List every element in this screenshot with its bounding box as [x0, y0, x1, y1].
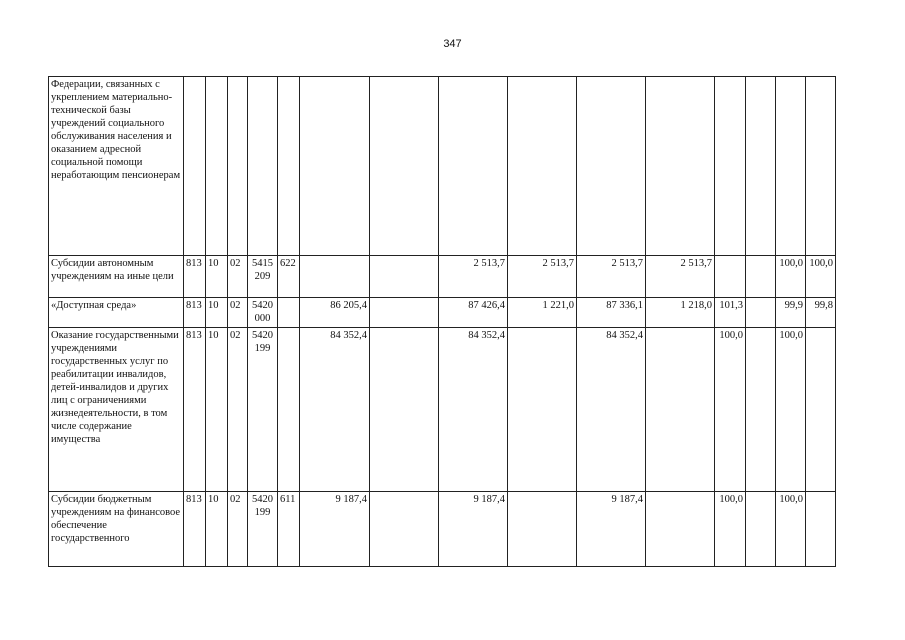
cell-value-6	[646, 77, 715, 256]
cell-value-2	[370, 77, 439, 256]
row-name: Оказание государственными учреждениями государственных услуг по реабилитации инвалидов, детей-инвалидов и других лиц с ограничениями жизнедеятельности, в том числе содержание имущества	[49, 328, 184, 492]
row-name: «Доступная среда»	[49, 298, 184, 328]
cell-value-10: 100,0	[806, 256, 836, 298]
cell-value-9	[776, 77, 806, 256]
cell-section: 10	[206, 328, 228, 492]
cell-value-1: 9 187,4	[300, 492, 370, 567]
table-row	[49, 328, 836, 492]
cell-value-4	[508, 328, 577, 492]
cell-expense-type: 622	[278, 256, 300, 298]
cell-value-5: 84 352,4	[577, 328, 646, 492]
table-row	[49, 298, 836, 328]
cell-value-2	[370, 298, 439, 328]
cell-value-8	[746, 328, 776, 492]
cell-value-10: 99,8	[806, 298, 836, 328]
cell-target-code: 5420 199	[248, 492, 278, 567]
row-name: Субсидии бюджетным учреждениям на финансовое обеспечение государственного	[49, 492, 184, 567]
cell-value-1: 86 205,4	[300, 298, 370, 328]
cell-value-2	[370, 328, 439, 492]
table-row	[49, 492, 836, 567]
cell-value-10	[806, 77, 836, 256]
cell-value-6	[646, 492, 715, 567]
cell-value-1	[300, 256, 370, 298]
cell-value-8	[746, 492, 776, 567]
cell-value-9: 100,0	[776, 328, 806, 492]
cell-target-code: 5415 209	[248, 256, 278, 298]
cell-value-8	[746, 256, 776, 298]
cell-value-9: 99,9	[776, 298, 806, 328]
cell-value-4: 2 513,7	[508, 256, 577, 298]
cell-value-4	[508, 77, 577, 256]
cell-value-3: 84 352,4	[439, 328, 508, 492]
cell-value-5: 2 513,7	[577, 256, 646, 298]
row-name: Субсидии автономным учреждениям на иные цели	[49, 256, 184, 298]
cell-value-6: 1 218,0	[646, 298, 715, 328]
cell-admin: 813	[184, 298, 206, 328]
cell-admin	[184, 77, 206, 256]
cell-value-3: 9 187,4	[439, 492, 508, 567]
cell-value-1: 84 352,4	[300, 328, 370, 492]
page-number: 347	[443, 38, 462, 50]
cell-subsection	[228, 77, 248, 256]
cell-admin: 813	[184, 256, 206, 298]
cell-value-10	[806, 328, 836, 492]
cell-section: 10	[206, 256, 228, 298]
cell-value-2	[370, 492, 439, 567]
cell-value-3: 87 426,4	[439, 298, 508, 328]
cell-value-1	[300, 77, 370, 256]
cell-value-5	[577, 77, 646, 256]
cell-expense-type	[278, 298, 300, 328]
cell-target-code: 5420 199	[248, 328, 278, 492]
cell-value-10	[806, 492, 836, 567]
cell-value-7	[715, 77, 746, 256]
cell-value-4: 1 221,0	[508, 298, 577, 328]
cell-expense-type	[278, 77, 300, 256]
cell-value-7: 100,0	[715, 492, 746, 567]
cell-value-7: 101,3	[715, 298, 746, 328]
table-row	[49, 77, 836, 256]
cell-section: 10	[206, 298, 228, 328]
cell-target-code: 5420 000	[248, 298, 278, 328]
cell-subsection: 02	[228, 256, 248, 298]
cell-value-8	[746, 298, 776, 328]
cell-value-4	[508, 492, 577, 567]
cell-value-8	[746, 77, 776, 256]
cell-target-code	[248, 77, 278, 256]
cell-section	[206, 77, 228, 256]
cell-value-2	[370, 256, 439, 298]
cell-subsection: 02	[228, 492, 248, 567]
row-name: Федерации, связанных с укреплением материально-технической базы учреждений социального обслуживания населения и оказанием адресной социальной помощи неработающим пенсионерам	[49, 77, 184, 256]
cell-section: 10	[206, 492, 228, 567]
cell-value-5: 87 336,1	[577, 298, 646, 328]
cell-admin: 813	[184, 492, 206, 567]
cell-subsection: 02	[228, 328, 248, 492]
cell-value-5: 9 187,4	[577, 492, 646, 567]
cell-value-7: 100,0	[715, 328, 746, 492]
cell-value-3	[439, 77, 508, 256]
cell-value-9: 100,0	[776, 256, 806, 298]
cell-value-6	[646, 328, 715, 492]
cell-subsection: 02	[228, 298, 248, 328]
cell-value-3: 2 513,7	[439, 256, 508, 298]
cell-expense-type	[278, 328, 300, 492]
cell-expense-type: 611	[278, 492, 300, 567]
cell-value-7	[715, 256, 746, 298]
cell-value-6: 2 513,7	[646, 256, 715, 298]
cell-value-9: 100,0	[776, 492, 806, 567]
table-row	[49, 256, 836, 298]
cell-admin: 813	[184, 328, 206, 492]
budget-table	[48, 76, 836, 567]
